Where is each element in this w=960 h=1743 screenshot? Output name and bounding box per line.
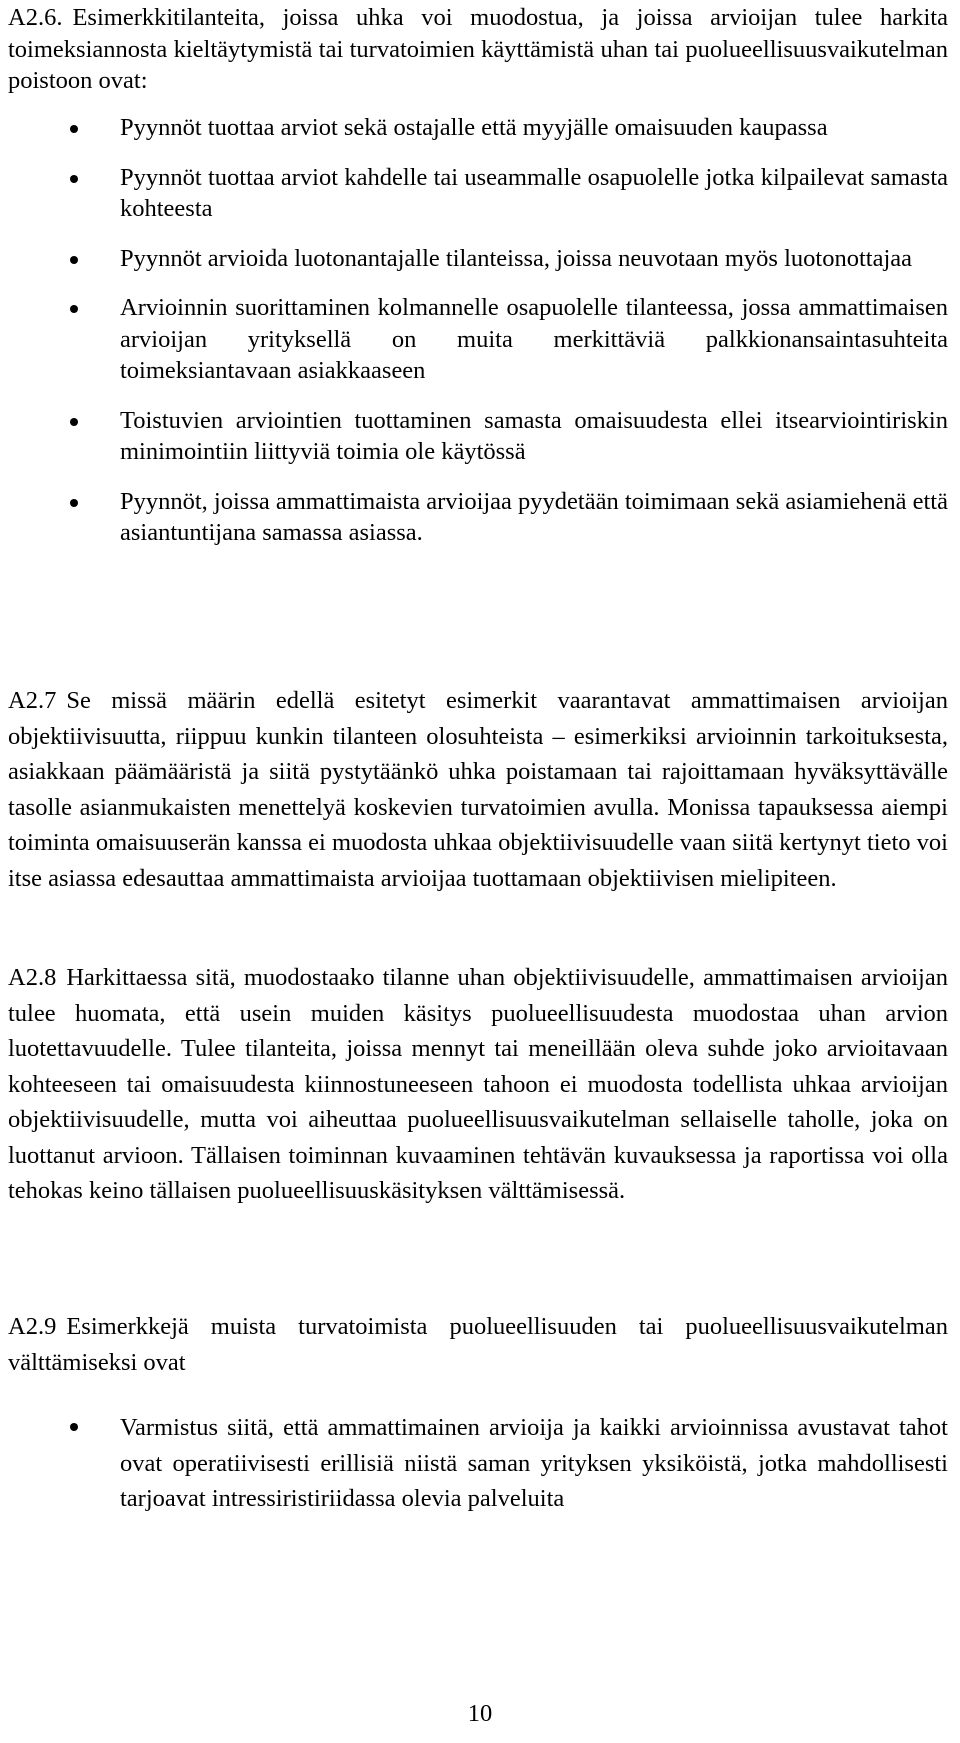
- paragraph-number: A2.8: [8, 964, 57, 991]
- paragraph-text: Esimerkkejä muista turvatoimista puolueellisuuden tai puolueellisuusvaikutelman välttämiseksi ovat: [8, 1313, 948, 1376]
- list-item-text: Pyynnöt tuottaa arviot sekä ostajalle että myyjälle omaisuuden kaupassa: [120, 114, 828, 141]
- bullet-icon: [70, 1423, 78, 1431]
- bullet-icon: [70, 305, 78, 313]
- paragraph-text: Harkittaessa sitä, muodostaako tilanne uhan objektiivisuudelle, ammattimaisen arvioijan tulee huomata, että usein muiden käsitys puolueellisuudesta muodostaa uhan arvion luotettavuudelle. Tulee tilanteita, joissa mennyt tai meneillään oleva suhde joko arvioitavaan kohteeseen tai omaisuudesta kiinnostuneeseen tahoon ei muodosta todellista uhkaa arvioijan objektiivisuudelle, mutta voi aiheuttaa puolueellisuusvaikutelman sellaiselle taholle, joka on luottanut arvioon. Tällaisen toiminnan kuvaaminen tehtävän kuvauksessa ja raportissa voi olla tehokas keino tällaisen puolueellisuuskäsityksen välttämisessä.: [8, 964, 948, 1204]
- list-item-text: Toistuvien arviointien tuottaminen samasta omaisuudesta ellei itsearviointiriskin minimointiin liittyviä toimia ole käytössä: [120, 406, 948, 465]
- bullet-icon: [70, 175, 78, 183]
- list-item-text: Pyynnöt arvioida luotonantajalle tilanteissa, joissa neuvotaan myös luotonottajaa: [120, 244, 913, 272]
- list-item: [8, 162, 948, 225]
- list-item: [8, 486, 948, 549]
- paragraph-number: A2.9: [8, 1313, 57, 1340]
- list-item: [8, 112, 948, 144]
- paragraph-text: Se missä määrin edellä esitetyt esimerkit vaarantavat ammattimaisen arvioijan objektiivisuutta, riippuu kunkin tilanteen olosuhteista – esimerkiksi arvioinnin tarkoituksesta, asiakkaan päämääristä ja siitä pystytäänkö uhka poistamaan tai rajoittamaan hyväksyttävälle tasolle asianmukaisten menettelyä koskevien turvatoimien avulla. Monissa tapauksessa aiempi toiminta omaisuuserän kanssa ei muodosta uhkaa objektiivisuudelle vaan siitä kertynyt tieto voi itse asiassa edesauttaa ammattimaista arvioijaa tuottamaan objektiivisen mielipiteen.: [8, 687, 948, 892]
- list-item: [8, 405, 948, 468]
- bullet-list-a2-6: [8, 112, 948, 567]
- list-item: [8, 243, 948, 275]
- bullet-icon: [70, 499, 78, 507]
- list-item-text: Pyynnöt, joissa ammattimaista arvioijaa pyydetään toimimaan sekä asiamiehenä että asiantuntijana samassa asiassa.: [120, 487, 948, 546]
- bullet-icon: [70, 125, 78, 133]
- list-item: [8, 1410, 948, 1517]
- paragraph-a2-7: [8, 683, 948, 896]
- paragraph-a2-9: [8, 1309, 948, 1380]
- paragraph-a2-6: [8, 2, 948, 97]
- list-item-text: Arvioinnin suorittaminen kolmannelle osapuolelle tilanteessa, jossa ammattimaisen arvioijan yrityksellä on muita merkittäviä palkkionansaintasuhteita toimeksiantavaan asiakkaaseen: [120, 294, 948, 384]
- list-item-text: Varmistus siitä, että ammattimainen arvioija ja kaikki arvioinnissa avustavat tahot ovat operatiivisesti erillisiä niistä saman yrityksen yksiköistä, jotka mahdollisesti tarjoavat intressiristiriidassa olevia palveluita: [120, 1414, 948, 1512]
- paragraph-a2-8: [8, 960, 948, 1209]
- list-item-text: Pyynnöt tuottaa arviot kahdelle tai useammalle osapuolelle jotka kilpailevat samasta kohteesta: [120, 163, 948, 222]
- page-number: 10: [467, 1700, 493, 1727]
- paragraph-number: A2.6.: [8, 4, 63, 31]
- bullet-icon: [70, 256, 78, 264]
- bullet-icon: [70, 418, 78, 426]
- list-item: [8, 292, 948, 387]
- bullet-list-a2-9: [8, 1410, 948, 1517]
- paragraph-number: A2.7: [8, 687, 57, 714]
- paragraph-text: Esimerkkitilanteita, joissa uhka voi muodostua, ja joissa arvioijan tulee harkita toimeksiannosta kieltäytymistä tai turvatoimien käyttämistä uhan tai puolueellisuusvaikutelman poistoon ovat:: [8, 4, 948, 94]
